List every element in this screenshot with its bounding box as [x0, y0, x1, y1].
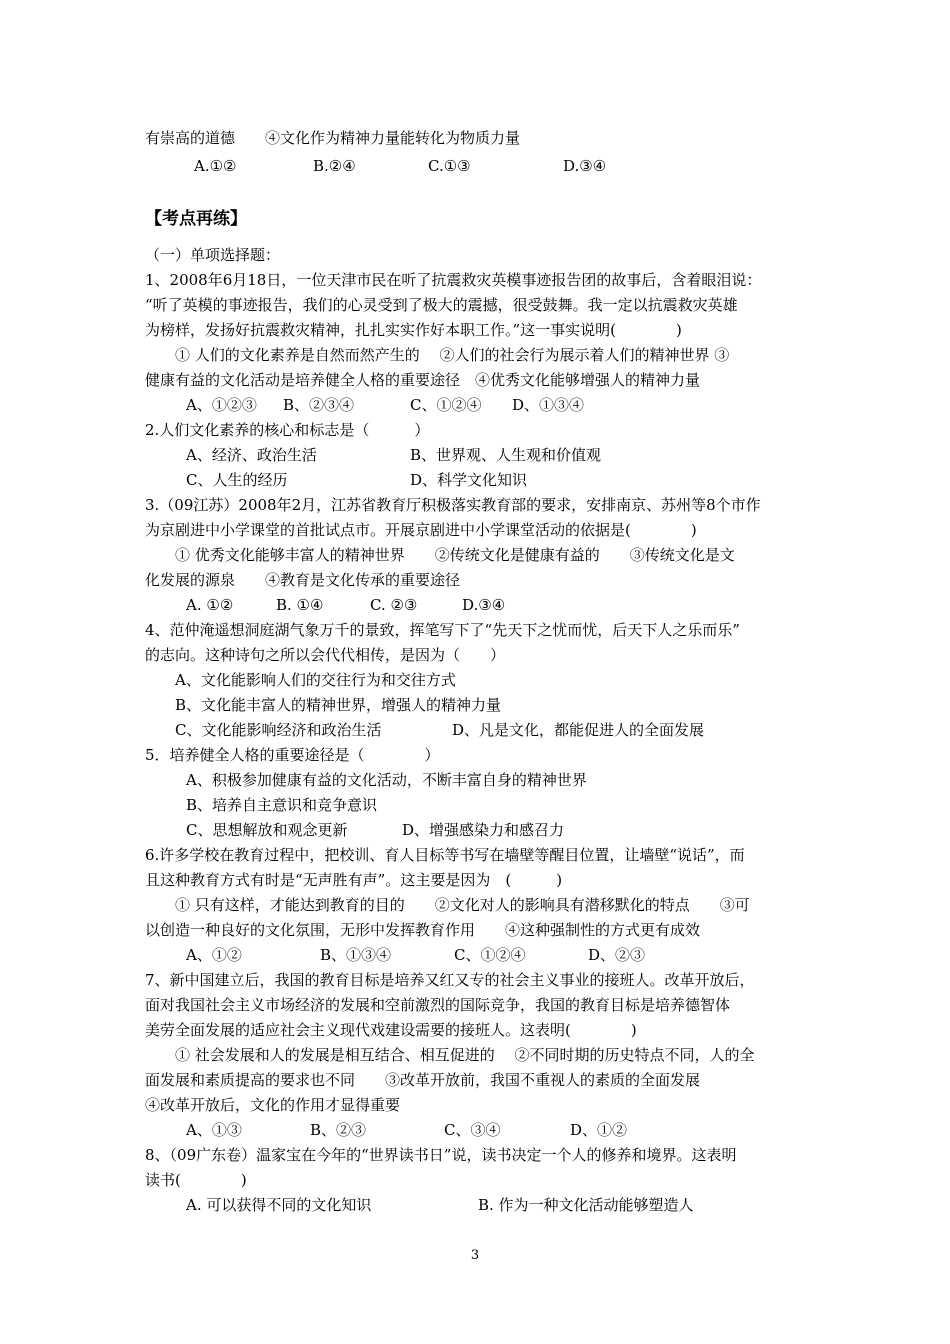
- q7-stem-line-1: 7、新中国建立后，我国的教育目标是培养又红又专的社会主义事业的接班人。改革开放后，: [145, 971, 755, 989]
- q3-statements-line-1: ① 优秀文化能够丰富人的精神世界 ②传统文化是健康有益的 ③传统文化是文: [175, 546, 735, 564]
- q4-option-a: A、文化能影响人们的交往行为和交往方式: [175, 671, 456, 689]
- q2-option-d: D、科学文化知识: [410, 471, 528, 489]
- q7-stem-line-3: 美劳全面发展的适应社会主义现代戏建设需要的接班人。这表明( ): [145, 1021, 637, 1039]
- page-number: 3: [470, 1248, 480, 1263]
- q7-statements-line-2: 面发展和素质提高的要求也不同 ③改革开放前，我国不重视人的素质的全面发展: [145, 1071, 701, 1089]
- q1-stem-line-1: 1、2008年6月18日，一位天津市民在听了抗震救灾英模事迹报告团的故事后，含着眼泪说：: [145, 271, 762, 289]
- q5-stem: 5．培养健全人格的重要途径是（ ）: [145, 746, 440, 764]
- q7-option-d: D、①②: [570, 1121, 628, 1139]
- q7-option-c: C、③④: [444, 1121, 501, 1139]
- q6-stem-line-2: 且这种教育方式有时是“无声胜有声”。这主要是因为 ( ): [145, 871, 563, 889]
- q3-option-a: A. ①②: [186, 596, 234, 614]
- q3-option-c: C. ②③: [370, 596, 418, 614]
- q2-option-a: A、经济、政治生活: [186, 446, 317, 464]
- q7-statements-line-1: ① 社会发展和人的发展是相互结合、相互促进的 ②不同时期的历史特点不同，人的全: [175, 1046, 755, 1064]
- q6-option-c: C、①②④: [454, 946, 526, 964]
- q6-option-b: B、①③④: [320, 946, 392, 964]
- q2-option-c: C、人生的经历: [186, 471, 288, 489]
- q3-option-b: B. ①④: [276, 596, 324, 614]
- q4-option-d: D、凡是文化，都能促进人的全面发展: [452, 721, 705, 739]
- subsection-title: （一）单项选择题：: [145, 246, 281, 264]
- q1-option-b: B、②③④: [283, 396, 355, 414]
- q5-option-b: B、培养自主意识和竞争意识: [186, 796, 378, 814]
- q6-statements-line-2: 以创造一种良好的文化氛围，无形中发挥教育作用 ④这种强制性的方式更有成效: [145, 921, 701, 939]
- q7-stem-line-2: 面对我国社会主义市场经济的发展和空前激烈的国际竞争，我国的教育目标是培养德智体: [145, 996, 731, 1014]
- prev-option-c: C.①③: [428, 157, 471, 175]
- q6-statements-line-1: ① 只有这样，才能达到教育的目的 ②文化对人的影响具有潜移默化的特点 ③可: [175, 896, 750, 914]
- q4-stem-line-2: 的志向。这种诗句之所以会代代相传，是因为（ ）: [145, 646, 506, 664]
- q5-option-c: C、思想解放和观念更新: [186, 821, 348, 839]
- q5-option-d: D、增强感染力和感召力: [402, 821, 565, 839]
- prev-question-line: 有崇高的道德 ④文化作为精神力量能转化为物质力量: [145, 129, 521, 147]
- q1-option-a: A、①②③: [186, 396, 257, 414]
- q3-option-d: D.③④: [462, 596, 506, 614]
- q1-stem-line-2: “听了英模的事迹报告，我们的心灵受到了极大的震撼，很受鼓舞。我一定以抗震救灾英雄: [145, 296, 738, 314]
- section-title: 【考点再练】: [145, 209, 247, 229]
- q4-option-b: B、文化能丰富人的精神世界，增强人的精神力量: [175, 696, 502, 714]
- q6-option-d: D、②③: [588, 946, 646, 964]
- prev-option-b: B.②④: [313, 157, 356, 175]
- q8-stem-line-2: 读书( ): [145, 1171, 247, 1189]
- prev-option-d: D.③④: [563, 157, 607, 175]
- q1-option-d: D、①③④: [512, 396, 585, 414]
- q7-option-a: A、①③: [186, 1121, 242, 1139]
- q8-stem-line-1: 8、（09广东卷）温家宝在今年的“世界读书日”说，读书决定一个人的修养和境界。这表明: [145, 1146, 737, 1164]
- q8-option-b: B. 作为一种文化活动能够塑造人: [478, 1196, 694, 1214]
- q1-statements-line-2: 健康有益的文化活动是培养健全人格的重要途径 ④优秀文化能够增强人的精神力量: [145, 371, 701, 389]
- q3-stem-line-2: 为京剧进中小学课堂的首批试点市。开展京剧进中小学课堂活动的依据是( ): [145, 521, 697, 539]
- q1-stem-line-3: 为榜样，发扬好抗震救灾精神，扎扎实实作好本职工作。”这一事实说明( ): [145, 321, 682, 339]
- q7-statements-line-3: ④改革开放后，文化的作用才显得重要: [145, 1096, 401, 1114]
- prev-option-a: A.①②: [194, 157, 237, 175]
- q3-stem-line-1: 3.（09江苏）2008年2月，江苏省教育厅积极落实教育部的要求，安排南京、苏州等8个市作: [145, 496, 761, 514]
- q6-option-a: A、①②: [186, 946, 242, 964]
- q1-option-c: C、①②④: [410, 396, 482, 414]
- q3-statements-line-2: 化发展的源泉 ④教育是文化传承的重要途径: [145, 571, 461, 589]
- q7-option-b: B、②③: [310, 1121, 367, 1139]
- q5-option-a: A、积极参加健康有益的文化活动，不断丰富自身的精神世界: [186, 771, 587, 789]
- q4-option-c: C、文化能影响经济和政治生活: [175, 721, 382, 739]
- q6-stem-line-1: 6.许多学校在教育过程中，把校训、育人目标等书写在墙壁等醒目位置，让墙壁“说话”，而: [145, 846, 745, 864]
- q8-option-a: A. 可以获得不同的文化知识: [186, 1196, 372, 1214]
- q2-option-b: B、世界观、人生观和价值观: [410, 446, 602, 464]
- q2-stem: 2.人们文化素养的核心和标志是（ ）: [145, 421, 430, 439]
- q4-stem-line-1: 4、范仲淹遥想洞庭湖气象万千的景致，挥笔写下了“先天下之忧而忧，后天下人之乐而乐”: [145, 621, 740, 639]
- q1-statements-line-1: ① 人们的文化素养是自然而然产生的 ②人们的社会行为展示着人们的精神世界 ③: [175, 346, 730, 364]
